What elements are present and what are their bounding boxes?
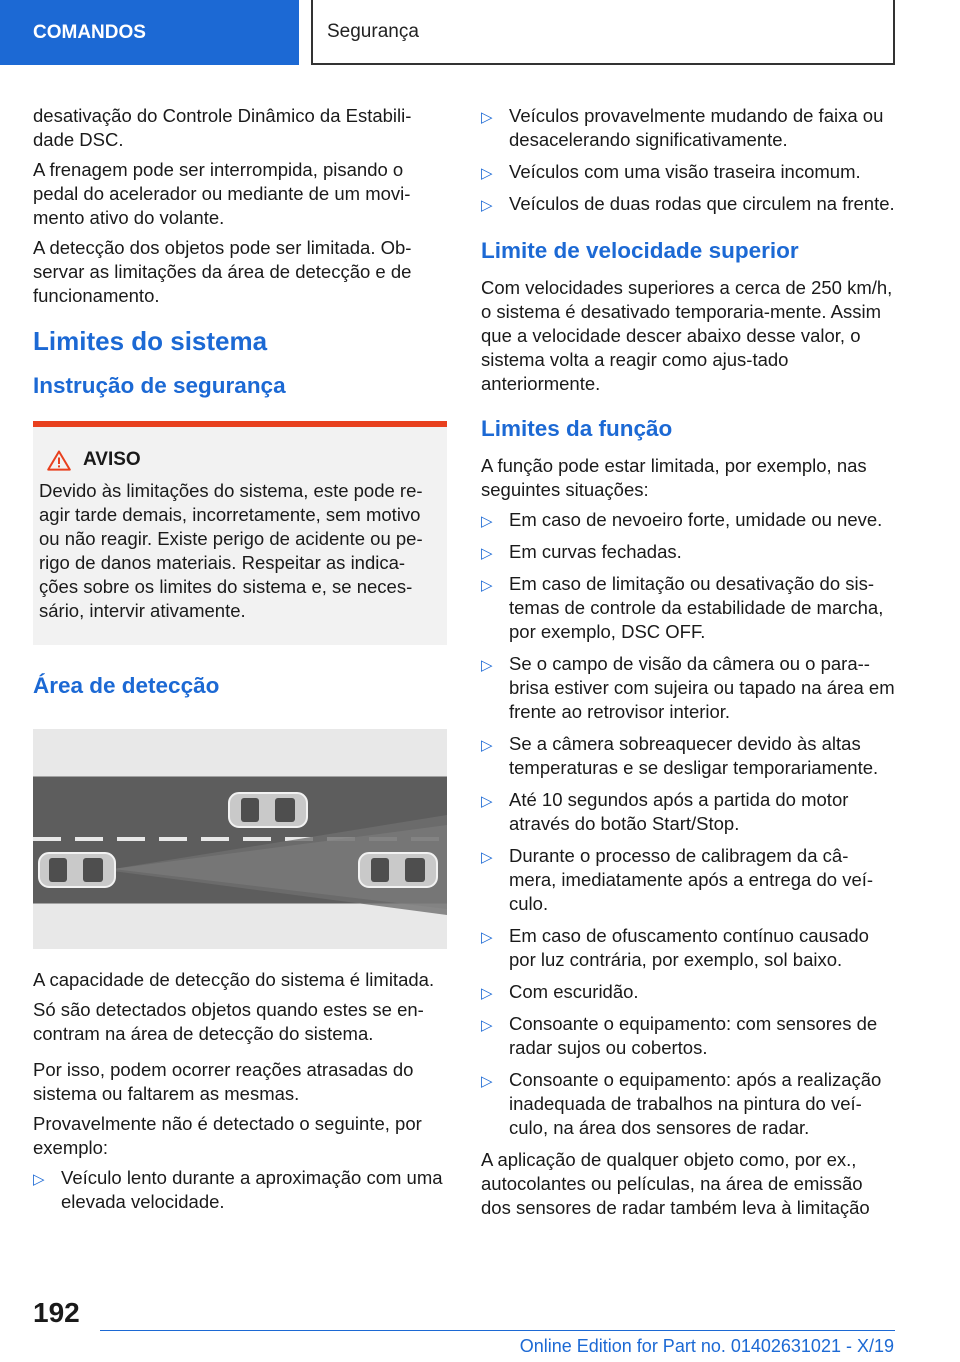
speed-paragraph: Com velocidades superiores a cerca de 250 km/h, o sistema é desativado temporaria-mente. Assim que a velocidade descer abaixo desse valor, o sistema volta a reagir como ajus-tado anteriormente.: [481, 277, 893, 394]
car-icon: [359, 853, 437, 887]
detection-area-illustration: [33, 729, 447, 949]
triangle-right-icon: ▷: [481, 849, 493, 866]
detection-paragraph-4: Provavelmente não é detectado o seguinte, por exemplo:: [33, 1113, 422, 1158]
function-intro: A função pode estar limitada, por exemplo, nas seguintes situações:: [481, 455, 867, 500]
list-item: ▷ Veículos com uma visão traseira incomum.: [481, 160, 895, 184]
header-section-title: Segurança: [311, 0, 895, 65]
triangle-right-icon: ▷: [481, 985, 493, 1002]
list-item: ▷ Veículos de duas rodas que circulem na frente.: [481, 192, 895, 216]
warning-text: Devido às limitações do sistema, este pode re-agir tarde demais, incorretamente, sem motivo ou não reagir. Existe perigo de acidente ou pe-rigo de danos materiais. Respeitar as indica-ções sobre os limites do sistema e, se neces-sário, intervir ativamente.: [39, 480, 423, 621]
intro-paragraph-2: A frenagem pode ser interrompida, pisando o pedal do acelerador ou mediante de um movi-mento ativo do volante.: [33, 159, 411, 228]
heading-upper-speed-limit: Limite de velocidade superior: [481, 238, 799, 263]
list-item: ▷ Em curvas fechadas.: [481, 540, 895, 564]
footer-edition: Online Edition for Part no. 01402631021 - X/19: [519, 1336, 894, 1356]
triangle-right-icon: ▷: [481, 1017, 493, 1034]
heading-safety-instruction: Instrução de segurança: [33, 373, 286, 398]
list-item: ▷ Até 10 segundos após a partida do motor através do botão Start/Stop.: [481, 789, 849, 834]
closing-paragraph: A aplicação de qualquer objeto como, por ex., autocolantes ou películas, na área de emissão dos sensores de radar também leva à limitação: [481, 1149, 870, 1218]
triangle-right-icon: ▷: [481, 513, 493, 530]
list-item: ▷ Veículos provavelmente mudando de faixa ou desacelerando significativamente.: [481, 105, 884, 150]
intro-paragraph-3: A detecção dos objetos pode ser limitada. Ob-servar as limitações da área de detecção e de funcionamento.: [33, 237, 412, 306]
heading-system-limits: Limites do sistema: [33, 326, 268, 356]
warning-box: [33, 421, 447, 645]
right-column: [481, 104, 895, 1226]
warning-title: AVISO: [83, 449, 141, 470]
warning-triangle-icon: [47, 450, 71, 471]
list-item: ▷ Se a câmera sobreaquecer devido às altas temperaturas e se desligar temporariamente.: [481, 733, 879, 778]
list-item: ▷ Em caso de limitação ou desativação do sis-temas de controle da estabilidade de marcha, por exemplo, DSC OFF.: [481, 573, 884, 642]
detection-paragraph-2: Só são detectados objetos quando estes se en-contram na área de detecção do sistema.: [33, 999, 424, 1044]
list-item: ▷ Consoante o equipamento: após a realização inadequada de trabalhos na pintura do veí-culo, na área dos sensores de radar.: [481, 1069, 882, 1138]
list-item: ▷ Em caso de ofuscamento contínuo causado por luz contrária, por exemplo, sol baixo.: [481, 925, 869, 970]
list-item: ▷ Se o campo de visão da câmera ou o para--brisa estiver com sujeira ou tapado na área em frente ao retrovisor interior.: [481, 653, 895, 722]
car-icon: [229, 793, 307, 827]
triangle-right-icon: ▷: [481, 657, 493, 674]
triangle-right-icon: ▷: [33, 1171, 45, 1188]
list-item: ▷ Com escuridão.: [481, 980, 895, 1004]
car-icon: [39, 853, 115, 887]
right-bullet-list-1: [481, 104, 895, 216]
triangle-right-icon: ▷: [481, 737, 493, 754]
right-bullet-list-2: [481, 508, 895, 1140]
triangle-right-icon: ▷: [481, 577, 493, 594]
triangle-right-icon: ▷: [481, 929, 493, 946]
triangle-right-icon: ▷: [481, 1073, 493, 1090]
footer-divider: [100, 1330, 895, 1331]
list-item: ▷ Durante o processo de calibragem da câ-mera, imediatamente após a entrega do veí-culo.: [481, 845, 874, 914]
list-item: ▷ Em caso de nevoeiro forte, umidade ou neve.: [481, 508, 895, 532]
intro-paragraph-1: desativação do Controle Dinâmico da Estabili-dade DSC.: [33, 105, 412, 150]
heading-function-limits: Limites da função: [481, 416, 673, 441]
list-item: ▷ Consoante o equipamento: com sensores de radar sujos ou cobertos.: [481, 1013, 878, 1058]
triangle-right-icon: ▷: [481, 109, 493, 126]
list-item: ▷ Veículo lento durante a aproximação com uma elevada velocidade.: [33, 1167, 443, 1212]
triangle-right-icon: ▷: [481, 545, 493, 562]
header-chapter-tab: COMANDOS: [0, 0, 299, 65]
left-bullet-list: [33, 1166, 447, 1214]
triangle-right-icon: ▷: [481, 793, 493, 810]
triangle-right-icon: ▷: [481, 197, 493, 214]
page-number: 192: [33, 1297, 80, 1328]
detection-paragraph-3: Por isso, podem ocorrer reações atrasadas do sistema ou faltarem as mesmas.: [33, 1059, 414, 1104]
left-column: [33, 104, 447, 1222]
triangle-right-icon: ▷: [481, 165, 493, 182]
heading-detection-area: Área de detecção: [33, 673, 220, 698]
detection-paragraph-1: A capacidade de detecção do sistema é limitada.: [33, 969, 435, 990]
